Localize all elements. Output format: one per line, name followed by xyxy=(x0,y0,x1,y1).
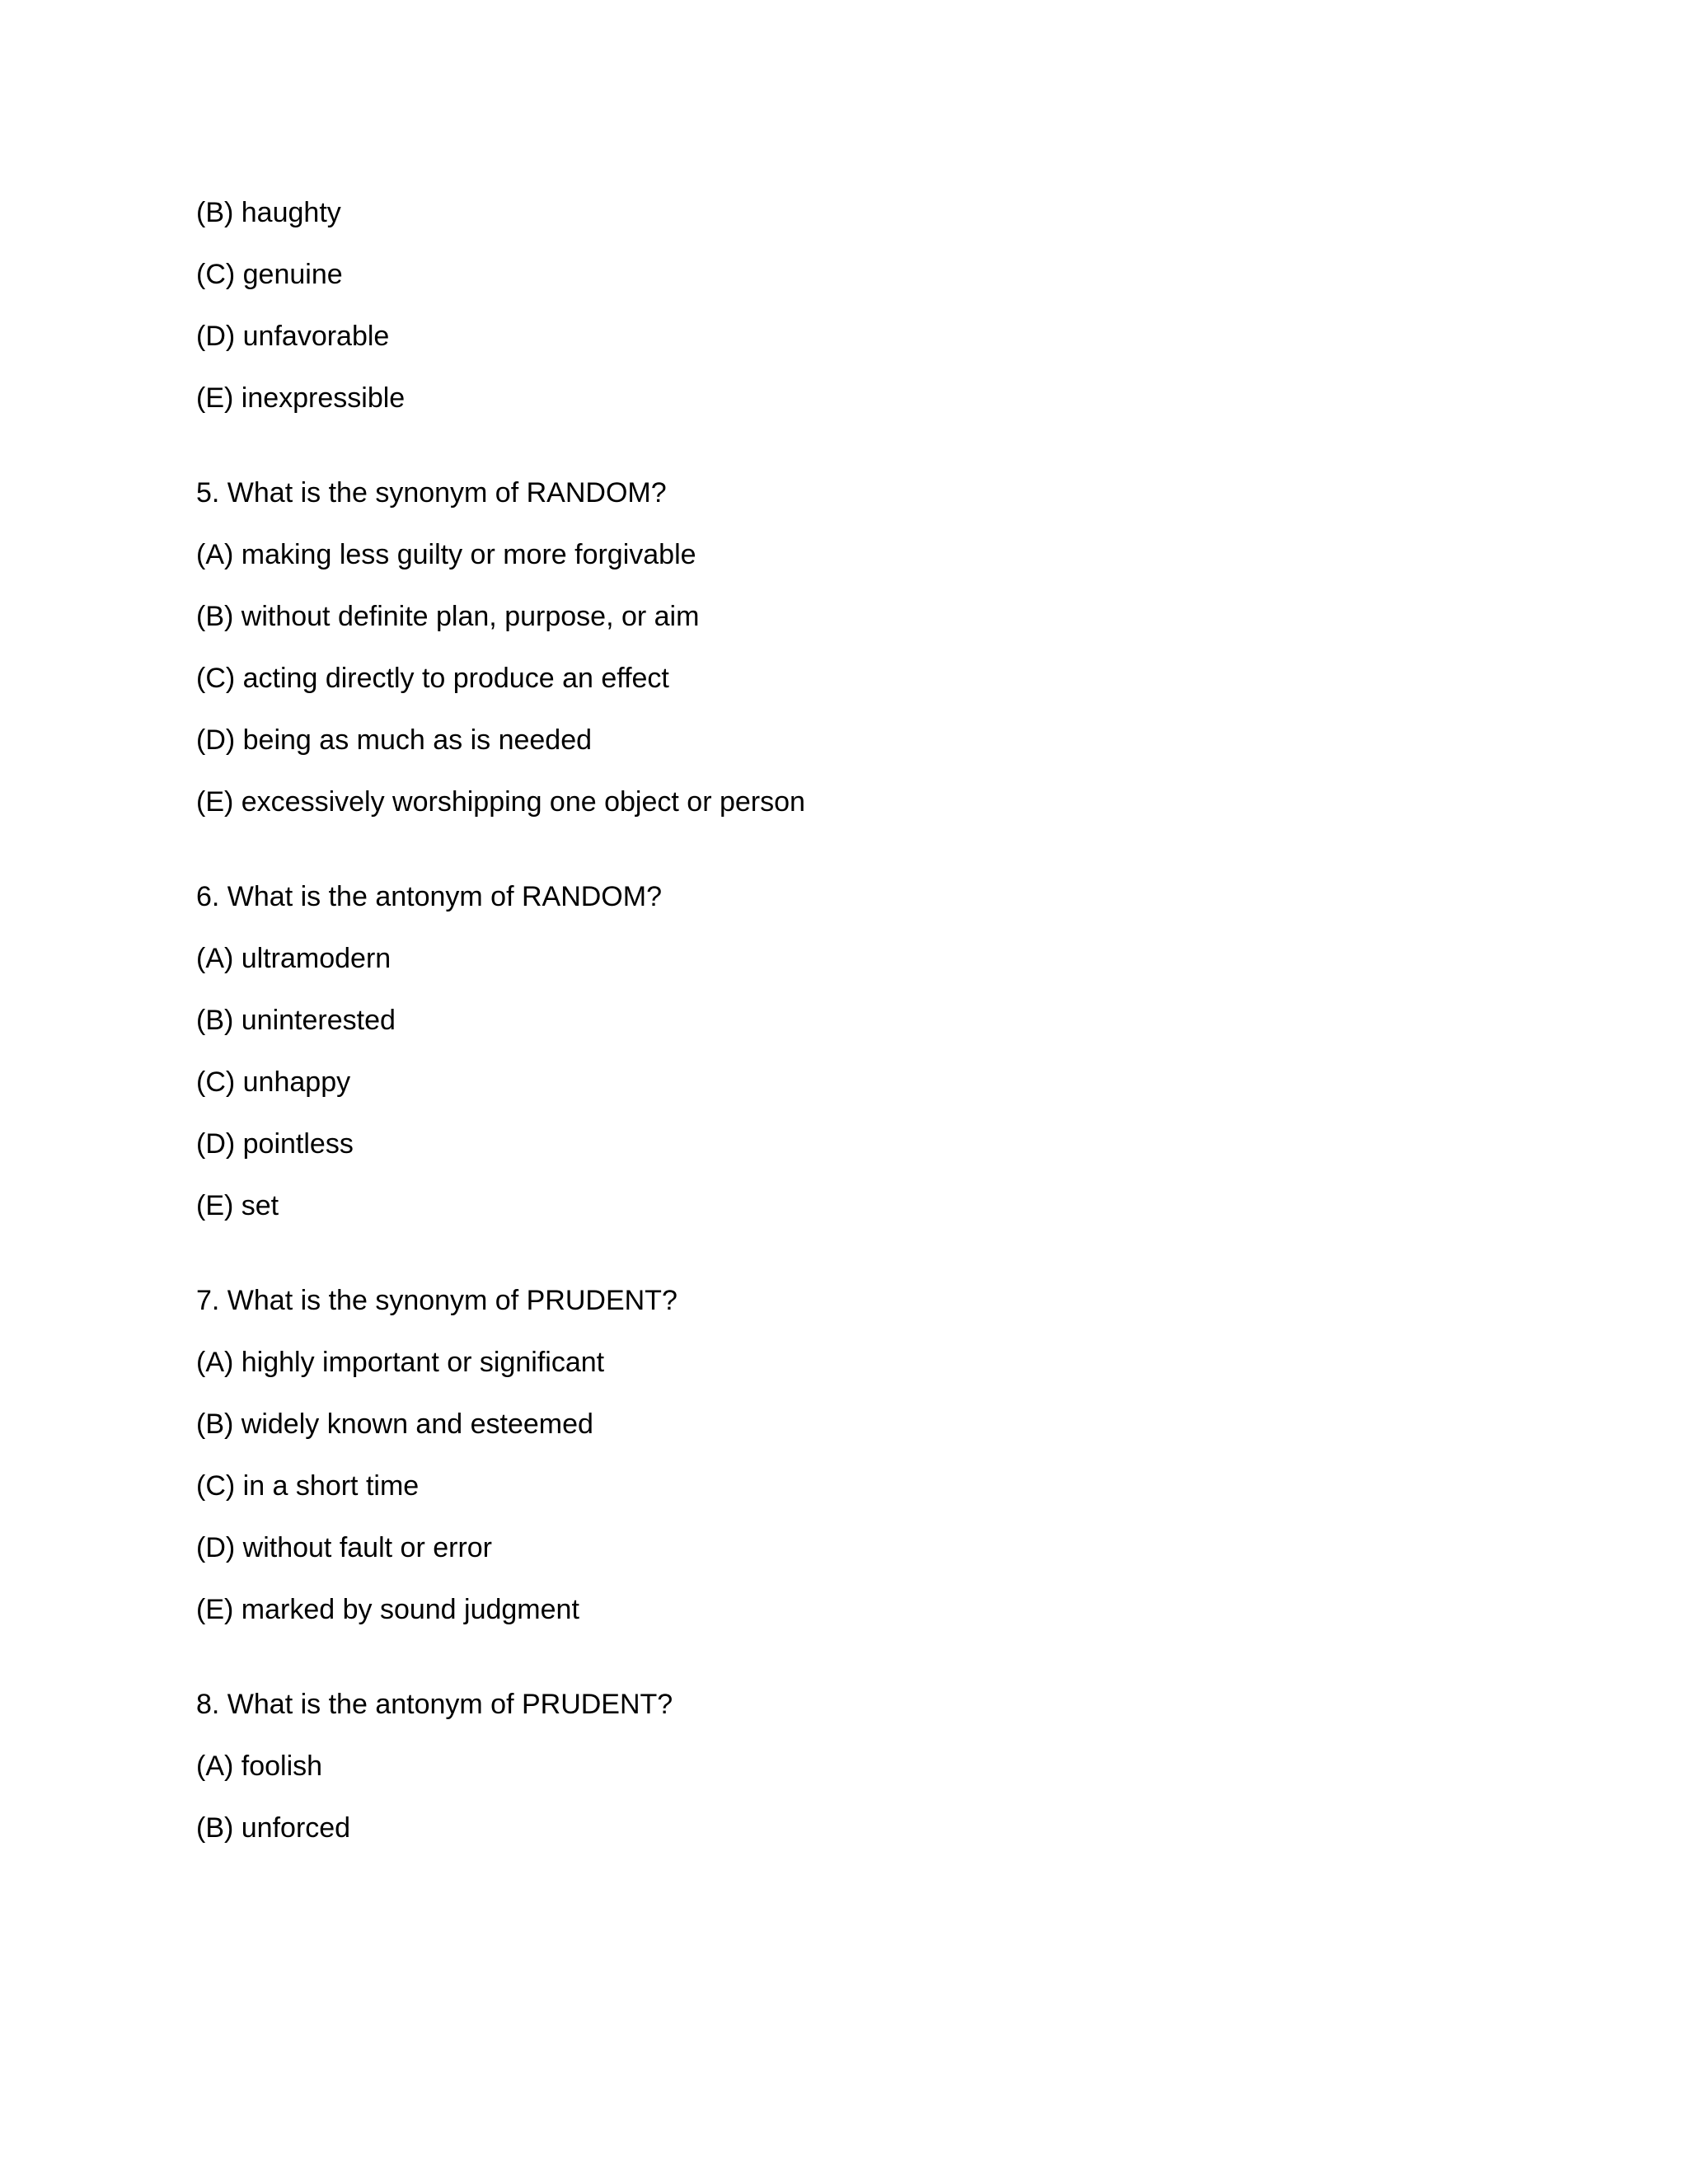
option-a: (A) highly important or significant xyxy=(196,1347,605,1378)
option-e: (E) set xyxy=(196,1190,279,1221)
option-e: (E) marked by sound judgment xyxy=(196,1594,579,1625)
option-a: (A) making less guilty or more forgivable xyxy=(196,539,696,570)
option-e: (E) excessively worshipping one object or person xyxy=(196,786,805,818)
question-block-6 xyxy=(196,880,1482,1222)
option-e: (E) inexpressible xyxy=(196,382,406,414)
option-b: (B) uninterested xyxy=(196,1005,396,1036)
option-b: (B) haughty xyxy=(196,197,341,228)
option-d: (D) pointless xyxy=(196,1128,354,1160)
option-b: (B) widely known and esteemed xyxy=(196,1408,593,1440)
question-block-7 xyxy=(196,1284,1482,1626)
question-text: 6. What is the antonym of RANDOM? xyxy=(196,881,662,912)
quiz-content xyxy=(196,196,1482,1844)
option-c: (C) unhappy xyxy=(196,1066,351,1098)
question-block-8 xyxy=(196,1688,1482,1844)
question-block-5 xyxy=(196,476,1482,818)
option-c: (C) genuine xyxy=(196,259,343,290)
option-d: (D) without fault or error xyxy=(196,1532,492,1563)
option-b: (B) unforced xyxy=(196,1812,351,1844)
question-text: 8. What is the antonym of PRUDENT? xyxy=(196,1689,673,1720)
option-a: (A) foolish xyxy=(196,1750,323,1782)
question-block-4-continued xyxy=(196,196,1482,415)
option-a: (A) ultramodern xyxy=(196,943,392,974)
question-text: 5. What is the synonym of RANDOM? xyxy=(196,477,667,509)
option-c: (C) acting directly to produce an effect xyxy=(196,663,669,694)
question-text: 7. What is the synonym of PRUDENT? xyxy=(196,1285,678,1316)
option-b: (B) without definite plan, purpose, or aim xyxy=(196,601,700,632)
option-c: (C) in a short time xyxy=(196,1470,420,1502)
option-d: (D) being as much as is needed xyxy=(196,724,593,756)
option-d: (D) unfavorable xyxy=(196,321,390,352)
